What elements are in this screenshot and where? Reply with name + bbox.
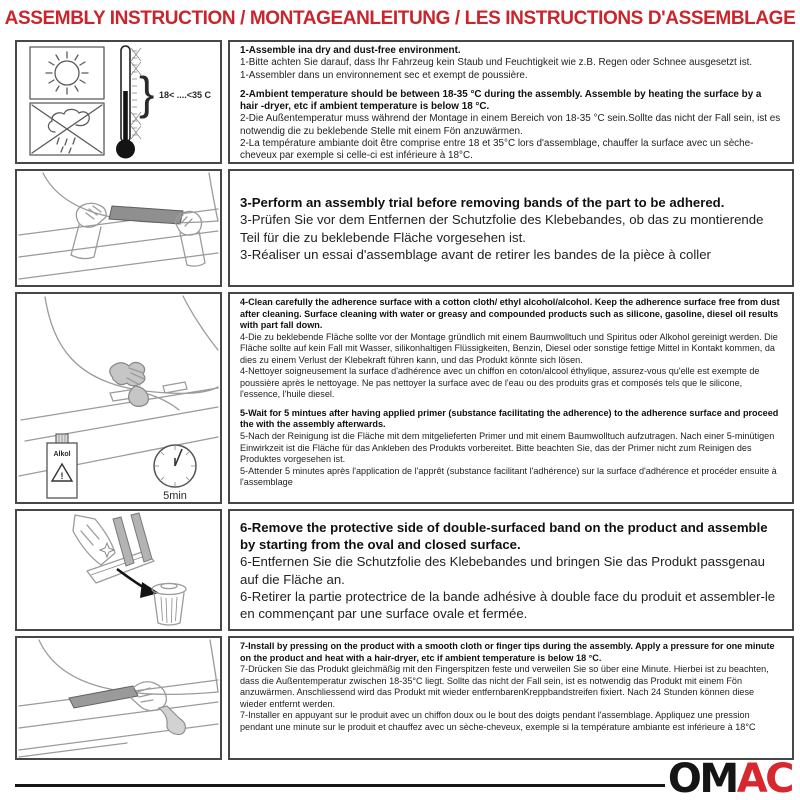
press-install-illustration	[17, 638, 220, 758]
sun-icon	[30, 47, 104, 99]
step-3-en: 3-Perform an assembly trial before removing bands of the part to be adhered.	[240, 195, 725, 211]
step-7-de: 7-Drücken Sie das Produkt gleichmäßig mit den Fingerspitzen feste und verweilen Sie so über eine Minute. Hierbei ist zu beachten, dass die Außentemperatur zwischen 18-35°C liegt. Sollte das nicht der Fall sein, ist es notwendig das Produkt mit einem Fön anzuwärmen. Anschliessend wird das Produkt mit wieder entfernbarenKreppbandstreifen fixiert. Nach 24 Stunden können diese wieder entfernt werden.	[240, 664, 769, 709]
step-1-de: 1-Bitte achten Sie darauf, dass Ihr Fahrzeug kein Staub und Feuchtigkeit wie z.B. Regen oder Schnee ausgesetzt ist.	[240, 57, 753, 69]
step-5-fr: 5-Attender 5 minutes après l'application de l'apprêt (substance facilitant l'adhérence) sur la surface d'adhérence et procéder ensuite à l'assemblage	[240, 465, 777, 488]
table-row	[15, 169, 794, 287]
logo-text-black: OM	[667, 756, 737, 800]
cleaning-illustration	[17, 294, 220, 502]
step-1	[240, 45, 782, 82]
trash-bin-icon	[152, 583, 186, 625]
table-row	[15, 292, 794, 504]
trim-strip	[69, 686, 138, 708]
step-5	[240, 408, 782, 489]
step-4-en: 4-Clean carefully the adherence surface with a cotton cloth/ ethyl alcohol/alcohol. Keep the adherence surface free from dust after cleaning. Surface cleaning with water or greasy and compounded products such as silicone, gasoline, diesel oil results with part fall down.	[240, 297, 780, 331]
illustration-cell-cleaning	[15, 292, 222, 504]
omac-logo	[667, 756, 792, 800]
table-row	[15, 636, 794, 760]
warning-exclamation: !	[60, 471, 64, 481]
step-2-de: 2-Die Außentemperatur muss während der Montage in einem Bereich von 18-35 °C sein.Sollte das nicht der Fall sein, ist es notwendig die zu beklebende Stelle mit einem Fön anzuwärmen.	[240, 113, 781, 137]
clock-icon	[154, 445, 196, 502]
illustration-cell-trial	[15, 169, 222, 287]
instruction-cell-step-7	[228, 636, 794, 760]
brace-glyph: }	[139, 67, 155, 119]
step-4	[240, 297, 782, 401]
alcohol-bottle-icon	[47, 434, 77, 498]
table-row	[15, 40, 794, 164]
step-1-fr: 1-Assembler dans un environnement sec et exempt de poussière.	[240, 69, 528, 81]
backing-strips	[113, 513, 152, 566]
step-2-en: 2-Ambient temperature should be between 18-35 °C during the assembly. Assemble by heating the surface by a hair -dryer, etc if ambient temperature is below 18 °C.	[240, 88, 762, 113]
instruction-cell-step-6	[228, 509, 794, 631]
alcohol-label: Alkol	[53, 451, 71, 458]
step-6-de: 6-Entfernen Sie die Schutzfolie des Klebebandes und bringen Sie das Produkt passgenau auf die Fläche an.	[240, 554, 765, 587]
step-1-en: 1-Assemble ina dry and dust-free environment.	[240, 45, 461, 56]
instruction-table	[15, 40, 794, 760]
instruction-cell-steps-4-5	[228, 292, 794, 504]
step-7-fr: 7-Installer en appuyant sur le produit avec un chiffon doux ou le bout des doigts pendant l'assemblage. Appliquez une pression pendant une minute sur le produit et chauffez avec un sèche-cheveux, exemple si la température ambiante est inférieure à 18°C	[240, 710, 756, 732]
step-4-de: 4-Die zu beklebende Fläche sollte vor der Montage gründlich mit einem Baumwolltuch und Spiritus oder Alkohol gereinigt werden. Die Fläche sollte auf kein Fall mit Wasser, silikonhaltigen Flüssigkeiten, Benzin, Diesel oder sonstige fettige Mittel in Kontakt kommen, da dies zu einem Verlust der Klebekraft führen kann, und das Produkt könnte sich lösen.	[240, 331, 778, 365]
table-row	[15, 509, 794, 631]
step-5-en: 5-Wait for 5 mintues after having applied primer (substance facilitating the adherence) to the adherence surface and proceed the with the assembly afterwards.	[240, 407, 779, 430]
step-3-fr: 3-Réaliser un essai d'assemblage avant de retirer les bandes de la pièce à coller	[240, 246, 711, 262]
footer-rule	[15, 784, 665, 787]
left-hand-icon	[71, 203, 106, 258]
step-2	[240, 89, 782, 163]
step-4-fr: 4-Nettoyer soigneusement la surface d'adhérence avec un chiffon en coton/alcool éthylique, assurez-vous qu'elle est exempte de poussière après le nettoyage. Ne pas nettoyer la surface avec de l'eau ou des produits gras et composés tels que le silicone, l'essence, l'huile diesel.	[240, 366, 760, 400]
illustration-cell-press	[15, 636, 222, 760]
step-6-en: 6-Remove the protective side of double-surfaced band on the product and assemble by starting from the oval and closed surface.	[240, 520, 768, 553]
step-2-fr: 2-La température ambiante doit être comprise entre 18 et 35°C lors d'assemblage, chauffer la surface avec un sèche-cheveux par exemple si celle-ci est inférieure à 18°C.	[240, 137, 754, 162]
temperature-range-label: 18< ....<35 C	[159, 90, 212, 100]
page-title: ASSEMBLY INSTRUCTION / MONTAGEANLEITUNG / LES INSTRUCTIONS D'ASSEMBLAGE	[4, 8, 796, 29]
logo-text-red: AC	[736, 756, 792, 800]
step-7-en: 7-Install by pressing on the product with a smooth cloth or finger tips during the assembly. Apply a pressure for one minute on the product and heat with a hair-dryer, etc if ambient temperature is below 18 °C.	[240, 641, 775, 663]
peeling-hand-icon	[73, 515, 115, 565]
step-5-de: 5-Nach der Reinigung ist die Fläche mit dem mitgelieferten Primer und mit einem Baumwolltuch aufzutragen. Nach einer 5-minütigen Einwirkzeit ist die Fläche für das Ankleben des Produkts vorbereitet. Bitte beachten Sie, das der Primer nicht zum Reinigen des Produktes vorgesehen ist.	[240, 431, 775, 465]
thermometer-icon	[116, 46, 212, 159]
step-3-de: 3-Prüfen Sie vor dem Entfernen der Schutzfolie des Klebebandes, ob das zu montierende Teil für die zu beklebende Fläche vorgesehen ist.	[240, 212, 764, 245]
tape-mark	[163, 382, 187, 393]
pressing-hand-icon	[130, 682, 185, 735]
step-7	[240, 641, 782, 733]
instruction-cell-step-3	[228, 169, 794, 287]
no-rain-icon	[30, 103, 104, 155]
assembly-trial-illustration	[17, 171, 220, 285]
illustration-cell-environment	[15, 40, 222, 164]
step-3	[240, 194, 782, 263]
environment-illustration	[17, 42, 220, 162]
clock-label: 5min	[163, 490, 187, 502]
arrow-head	[140, 582, 159, 598]
footer	[15, 756, 792, 800]
remove-band-illustration	[17, 511, 220, 629]
step-6	[240, 519, 782, 622]
illustration-cell-remove-band	[15, 509, 222, 631]
instruction-cell-steps-1-2	[228, 40, 794, 164]
step-6-fr: 6-Retirer la partie protectrice de la bande adhésive à double face du produit et assembler-le en commençant par une surface ovale et fermée.	[240, 588, 776, 621]
